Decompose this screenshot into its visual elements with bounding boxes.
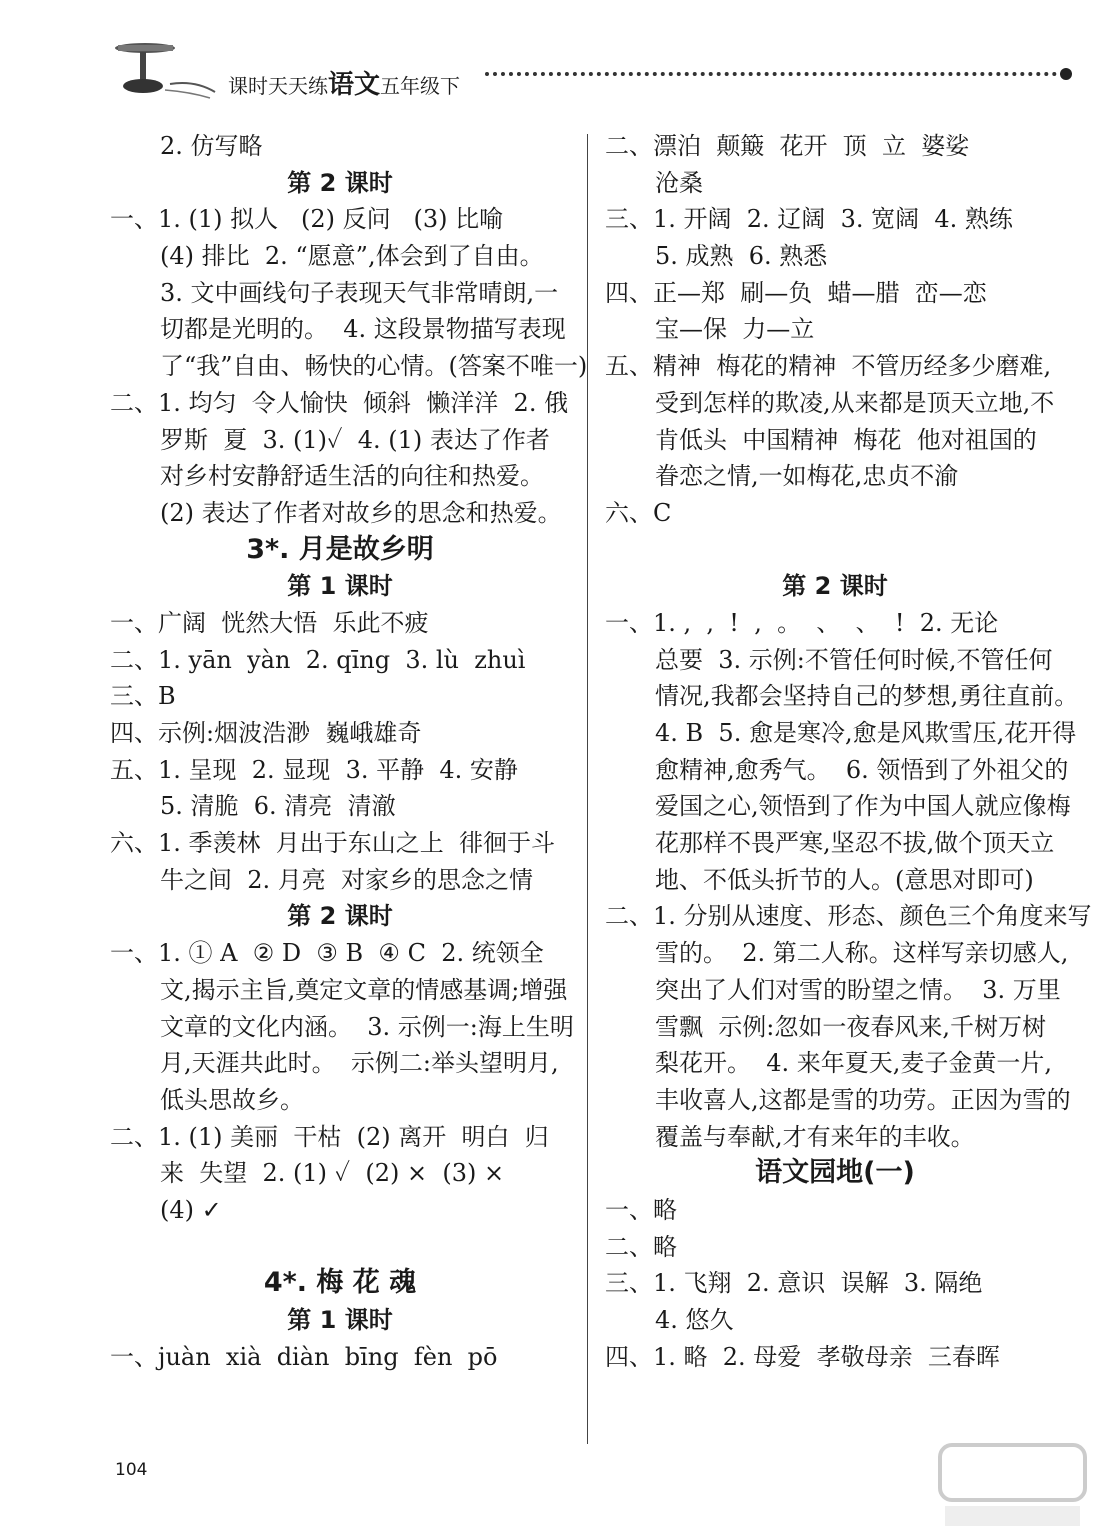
answer-line: 花那样不畏严寒,坚忍不拔,做个顶天立 [655, 829, 1055, 858]
answer-line: 五、1. 呈现 2. 显现 3. 平静 4. 安静 [110, 755, 518, 784]
lesson-heading: 第 2 课时 [782, 572, 888, 601]
section-title: 4*. 梅 花 魂 [263, 1267, 417, 1299]
answer-line: 一、juàn xià diàn bīng fèn pō [110, 1342, 498, 1371]
answer-line: 一、1. ① A ② D ③ B ④ C 2. 统领全 [110, 939, 544, 968]
left-column [110, 128, 588, 1375]
spacer [605, 532, 1065, 569]
answer-line: 了“我”自由、畅快的心情。(答案不唯一) [160, 352, 588, 381]
answer-line: 4. B 5. 愈是寒冷,愈是风欺雪压,花开得 [655, 719, 1077, 747]
watermark-logo-icon [935, 1440, 1090, 1532]
answer-line: 一、1. (1) 拟人 (2) 反问 (3) 比喻 [110, 205, 504, 234]
answer-line: 二、1. yān yàn 2. qīng 3. lù zhuì [110, 645, 526, 674]
answer-line: 六、1. 季羡林 月出于东山之上 徘徊于斗 [110, 829, 556, 858]
answer-line: 二、1. 均匀 令人愉快 倾斜 懒洋洋 2. 俄 [110, 388, 569, 417]
lesson-heading: 第 2 课时 [287, 902, 393, 931]
header-end-dot [1060, 68, 1072, 80]
answer-line: 沧桑 [655, 168, 703, 197]
answer-line: 四、示例:烟波浩渺 巍峨雄奇 [110, 719, 422, 747]
answer-line: 三、1. 开阔 2. 辽阔 3. 宽阔 4. 熟练 [605, 205, 1013, 234]
lesson-heading: 第 1 课时 [287, 1306, 393, 1334]
section-title: 3*. 月是故乡明 [246, 533, 434, 565]
answer-line: 二、漂泊 颠簸 花开 顶 立 婆娑 [605, 132, 970, 160]
answer-line: 3. 文中画线句子表现天气非常晴朗,一 [160, 278, 559, 307]
answer-line: 来 失望 2. (1) ✓ (2) × (3) × [160, 1159, 505, 1188]
answer-line: 一、略 [605, 1195, 677, 1224]
answer-line: 牛之间 2. 月亮 对家乡的思念之情 [160, 865, 534, 894]
answer-line: 受到怎样的欺凌,从来都是顶天立地,不 [655, 388, 1055, 417]
section-title: 语文园地(一) [755, 1157, 915, 1189]
answer-line: 5. 清脆 6. 清亮 清澈 [160, 792, 396, 821]
book-logo-icon [110, 40, 220, 100]
answer-line: 三、1. 飞翔 2. 意识 误解 3. 隔绝 [605, 1269, 983, 1298]
answer-line: 突出了人们对雪的盼望之情。 3. 万里 [655, 975, 1061, 1004]
answer-line: 对乡村安静舒适生活的向往和热爱。 [160, 462, 544, 491]
answer-line: 低头思故乡。 [160, 1085, 304, 1114]
page-number: 104 [115, 1460, 148, 1480]
answer-line: 五、精神 梅花的精神 不管历经多少磨难, [605, 352, 1052, 381]
answer-line: 一、广阔 恍然大悟 乐此不疲 [110, 608, 429, 637]
page-header [110, 40, 1070, 100]
lesson-heading: 第 2 课时 [287, 168, 393, 197]
answer-line: 爱国之心,领悟到了作为中国人就应像梅 [655, 792, 1071, 821]
answer-line: 罗斯 夏 3. (1)✓ 4. (1) 表达了作者 [160, 425, 550, 454]
answer-line: 梨花开。 4. 来年夏天,麦子金黄一片, [655, 1049, 1053, 1078]
answer-line: 宝—保 力—立 [655, 315, 815, 344]
answer-line: 二、1. 分别从速度、形态、颜色三个角度来写 [605, 902, 1092, 931]
answer-line: 月,天涯共此时。 示例二:举头望明月, [160, 1049, 559, 1078]
answer-line: 4. 悠久 [655, 1306, 734, 1334]
answer-line: (4) ✓ [160, 1195, 222, 1224]
answer-line: 四、1. 略 2. 母爱 孝敬母亲 三春晖 [605, 1342, 1000, 1371]
answer-line: (4) 排比 2. “愿意”,体会到了自由。 [160, 242, 544, 271]
answer-line: 眷恋之情,一如梅花,忠贞不渝 [655, 462, 959, 491]
answer-line: 三、B [110, 682, 176, 711]
answer-line: 愈精神,愈秀气。 6. 领悟到了外祖父的 [655, 755, 1069, 784]
spacer [110, 1229, 570, 1266]
header-dotted-rule [485, 72, 1065, 76]
answer-line: 5. 成熟 6. 熟悉 [655, 242, 828, 271]
answer-line: 四、正—郑 刷—负 蜡—腊 峦—恋 [605, 278, 987, 307]
answer-line: 二、1. (1) 美丽 干枯 (2) 离开 明白 归 [110, 1122, 549, 1151]
answer-line: 雪的。 2. 第二人称。这样写亲切感人, [655, 939, 1069, 968]
answer-line: 2. 仿写略 [160, 132, 263, 160]
answer-line: 切都是光明的。 4. 这段景物描写表现 [160, 315, 566, 344]
header-title: 课时天天练语文五年级下 [228, 70, 461, 100]
answer-line: (2) 表达了作者对故乡的思念和热爱。 [160, 498, 562, 527]
lesson-heading: 第 1 课时 [287, 572, 393, 601]
answer-line: 雪飘 示例:忽如一夜春风来,千树万树 [655, 1012, 1046, 1041]
right-column [605, 128, 1092, 1375]
column-divider [587, 134, 588, 1444]
answer-line: 文章的文化内涵。 3. 示例一:海上生明 [160, 1012, 574, 1041]
answer-line: 二、略 [605, 1232, 677, 1261]
answer-line: 地、不低头折节的人。(意思对即可) [655, 865, 1034, 894]
answer-line: 丰收喜人,这都是雪的功劳。正因为雪的 [655, 1085, 1071, 1114]
answer-line: 总要 3. 示例:不管任何时候,不管任何 [655, 645, 1053, 674]
answer-line: 情况,我都会坚持自己的梦想,勇往直前。 [655, 682, 1079, 711]
answer-line: 肯低头 中国精神 梅花 他对祖国的 [655, 425, 1037, 454]
answer-line: 文,揭示主旨,奠定文章的情感基调;增强 [160, 975, 568, 1004]
answer-line: 覆盖与奉献,才有来年的丰收。 [655, 1122, 975, 1151]
answer-line: 六、C [605, 498, 672, 527]
answer-line: 一、1. , , ! , 。 、 、 ! 2. 无论 [605, 608, 999, 637]
